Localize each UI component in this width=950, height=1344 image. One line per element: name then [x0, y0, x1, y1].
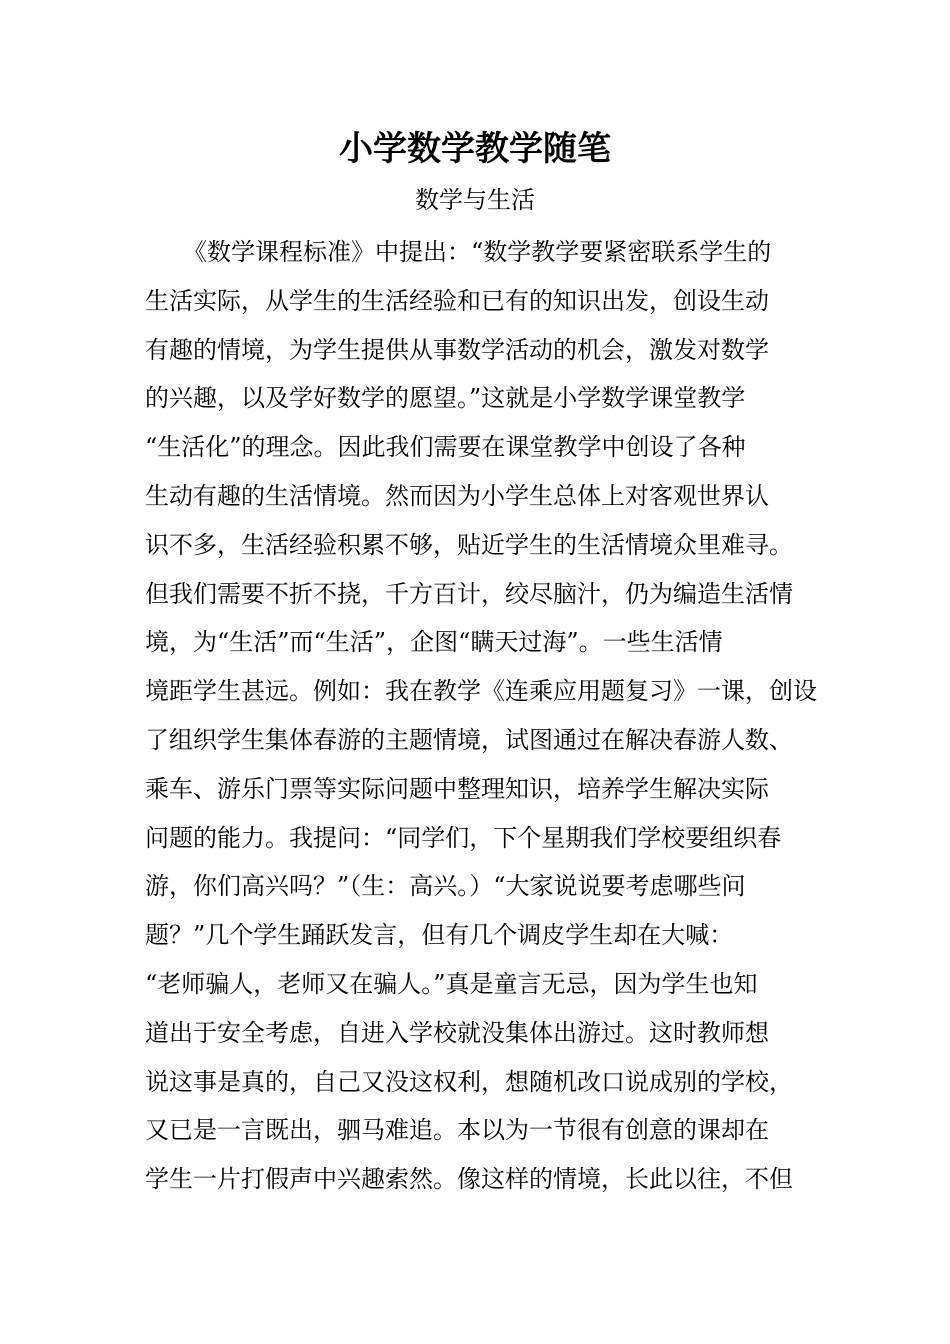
document-subtitle: 数学与生活: [415, 186, 535, 214]
paragraph-line: 生活实际，从学生的生活经验和已有的知识出发，创设生动: [145, 286, 769, 315]
paragraph-line: 又已是一言既出，驷马难追。本以为一节很有创意的课却在: [145, 1116, 769, 1145]
paragraph-line: 《数学课程标准》中提出：“数学教学要紧密联系学生的: [183, 238, 772, 266]
document-title: 小学数学教学随笔: [339, 129, 611, 169]
paragraph-line: 识不多，生活经验积累不够，贴近学生的生活情境众里难寻。: [145, 530, 793, 559]
document-body: [145, 228, 845, 1204]
paragraph-line: “老师骗人，老师又在骗人。”真是童言无忌，因为学生也知: [145, 969, 758, 998]
paragraph-line: 境距学生甚远。例如：我在教学《连乘应用题复习》一课，创设: [145, 677, 817, 706]
paragraph-line: “生活化”的理念。因此我们需要在课堂教学中创设了各种: [145, 433, 746, 462]
paragraph-line: 境，为“生活”而“生活”，企图“瞒天过海”。一些生活情: [145, 628, 723, 657]
paragraph-line: 游，你们高兴吗？”（生：高兴。）“大家说说要考虑哪些问: [145, 872, 746, 901]
paragraph-line: 了组织学生集体春游的主题情境，试图通过在解决春游人数、: [145, 725, 793, 754]
paragraph-line: 问题的能力。我提问：“同学们，下个星期我们学校要组织春: [145, 823, 782, 852]
paragraph-line: 说这事是真的，自己又没这权利，想随机改口说成别的学校，: [145, 1067, 793, 1096]
paragraph-line: 有趣的情境，为学生提供从事数学活动的机会，激发对数学: [145, 335, 769, 364]
paragraph-line: 乘车、游乐门票等实际问题中整理知识，培养学生解决实际: [145, 774, 769, 803]
paragraph-line: 的兴趣，以及学好数学的愿望。”这就是小学数学课堂教学: [145, 384, 746, 413]
paragraph-line: 但我们需要不折不挠，千方百计，绞尽脑汁，仍为编造生活情: [145, 579, 793, 608]
paragraph-line: 题？”几个学生踊跃发言，但有几个调皮学生却在大喊：: [145, 921, 734, 950]
paragraph-line: 学生一片打假声中兴趣索然。像这样的情境，长此以往，不但: [145, 1165, 793, 1194]
paragraph-line: 道出于安全考虑，自进入学校就没集体出游过。这时教师想: [145, 1018, 769, 1047]
paragraph-line: 生动有趣的生活情境。然而因为小学生总体上对客观世界认: [145, 481, 769, 510]
